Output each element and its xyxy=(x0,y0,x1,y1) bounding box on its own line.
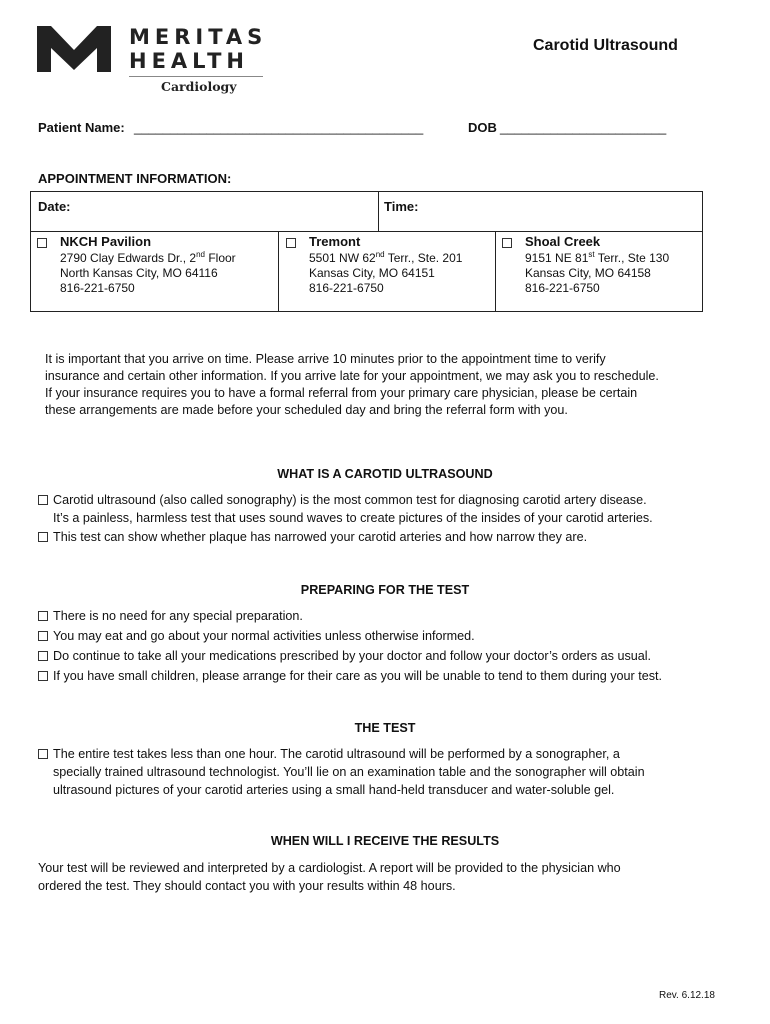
appointment-heading: APPOINTMENT INFORMATION: xyxy=(38,171,232,186)
bullet-item xyxy=(53,627,475,645)
bullet-text: Do continue to take all your medications prescribed by your doctor and follow your doctor’s orders as usual. xyxy=(53,649,652,663)
bullet-text: There is no need for any special preparation. xyxy=(53,609,303,623)
bullet-text: ultrasound pictures of your carotid arteries using a small hand-held transducer and water-soluble gel. xyxy=(53,783,615,797)
intro-line: It is important that you arrive on time. Please arrive 10 minutes prior to the appointment time to verify xyxy=(45,352,606,366)
bullet-text: It’s a painless, harmless test that uses sound waves to create pictures of the insides of your carotid arteries. xyxy=(53,511,653,525)
bullet-text: Carotid ultrasound (also called sonography) is the most common test for diagnosing carotid artery disease. xyxy=(53,493,647,507)
bullet-box-icon xyxy=(38,749,48,759)
logo-cardiology: Cardiology xyxy=(161,79,237,94)
logo-meritas: MERITAS xyxy=(129,25,268,49)
meritas-logo xyxy=(37,26,267,98)
bullet-box-icon xyxy=(38,495,48,505)
location-shoal-creek xyxy=(525,234,669,296)
location-tremont xyxy=(309,234,462,296)
location-phone: 816-221-6750 xyxy=(309,281,384,295)
section-heading-prep: PREPARING FOR THE TEST xyxy=(300,583,470,597)
table-divider xyxy=(278,231,279,311)
meritas-m-mark-icon xyxy=(37,26,111,72)
bullet-box-icon xyxy=(38,532,48,542)
table-divider xyxy=(495,231,496,311)
logo-health: HEALTH xyxy=(129,49,249,73)
tremont-checkbox[interactable] xyxy=(286,238,296,248)
revision-label: Rev. 6.12.18 xyxy=(659,990,715,1001)
results-paragraph xyxy=(38,859,621,895)
intro-line: If your insurance requires you to have a formal referral from your primary care physician, please be certain xyxy=(45,386,638,400)
bullet-box-icon xyxy=(38,671,48,681)
bullet-text: This test can show whether plaque has narrowed your carotid arteries and how narrow they are. xyxy=(53,530,588,544)
dob-field[interactable]: _______________________ xyxy=(500,120,667,135)
section-heading-test: THE TEST xyxy=(354,721,416,735)
bullet-item xyxy=(53,667,662,685)
intro-paragraph xyxy=(45,351,659,419)
location-phone: 816-221-6750 xyxy=(525,281,600,295)
shoal-creek-checkbox[interactable] xyxy=(502,238,512,248)
location-nkch xyxy=(60,234,236,296)
location-name: Tremont xyxy=(309,234,361,249)
bullet-item xyxy=(53,745,645,799)
location-city: North Kansas City, MO 64116 xyxy=(60,266,218,280)
bullet-box-icon xyxy=(38,611,48,621)
bullet-item xyxy=(53,647,651,665)
bullet-box-icon xyxy=(38,631,48,641)
nkch-checkbox[interactable] xyxy=(37,238,47,248)
bullet-text: You may eat and go about your normal activities unless otherwise informed. xyxy=(53,629,475,643)
table-divider xyxy=(378,192,379,231)
logo-divider xyxy=(129,76,263,77)
bullet-text: If you have small children, please arrange for their care as you will be unable to tend to them during your test. xyxy=(53,669,663,683)
section-heading-results: WHEN WILL I RECEIVE THE RESULTS xyxy=(270,834,500,848)
location-name: NKCH Pavilion xyxy=(60,234,152,249)
bullet-item xyxy=(53,491,653,527)
bullet-text: The entire test takes less than one hour. The carotid ultrasound will be performed by a sonographer, a xyxy=(53,747,620,761)
location-street: 2790 Clay Edwards Dr., 2nd Floor xyxy=(60,250,236,265)
patient-name-label: Patient Name: xyxy=(38,120,125,135)
section-heading-what: WHAT IS A CAROTID ULTRASOUND xyxy=(277,467,493,481)
bullet-text: specially trained ultrasound technologist. You’ll lie on an examination table and the sonographer will obtain xyxy=(53,765,645,779)
date-label: Date: xyxy=(38,199,71,214)
bullet-item xyxy=(53,607,303,625)
location-city: Kansas City, MO 64151 xyxy=(309,266,435,280)
results-line: Your test will be reviewed and interpreted by a cardiologist. A report will be provided to the physician who xyxy=(38,861,621,875)
patient-name-field[interactable]: ________________________________________ xyxy=(134,120,424,135)
location-street: 5501 NW 62nd Terr., Ste. 201 xyxy=(309,250,463,265)
bullet-box-icon xyxy=(38,651,48,661)
intro-line: insurance and certain other information. If you arrive late for your appointment, we may ask you to reschedule. xyxy=(45,369,659,383)
location-name: Shoal Creek xyxy=(525,234,601,249)
location-street: 9151 NE 81st Terr., Ste 130 xyxy=(525,250,670,265)
table-divider xyxy=(31,231,702,232)
location-phone: 816-221-6750 xyxy=(60,281,135,295)
intro-line: these arrangements are made before your scheduled day and bring the referral form with you. xyxy=(45,403,568,417)
bullet-item xyxy=(53,528,587,546)
time-label: Time: xyxy=(384,199,419,214)
results-line: ordered the test. They should contact you with your results within 48 hours. xyxy=(38,879,456,893)
dob-label: DOB xyxy=(468,120,497,135)
location-city: Kansas City, MO 64158 xyxy=(525,266,651,280)
document-title: Carotid Ultrasound xyxy=(533,37,678,54)
